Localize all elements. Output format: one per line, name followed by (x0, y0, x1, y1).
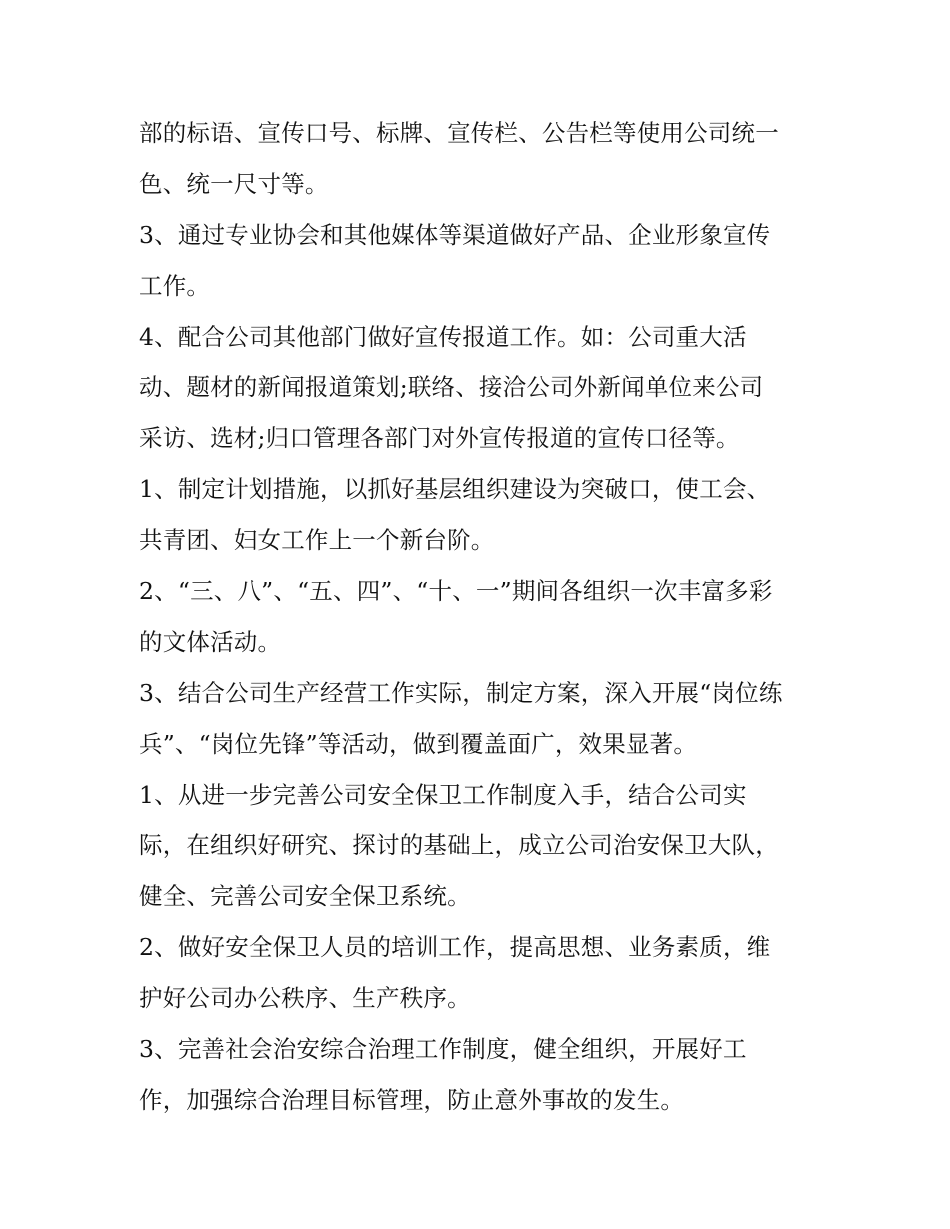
text-line: 的文体活动。 (139, 627, 282, 656)
text-line: 兵”、“岗位先锋”等活动，做到覆盖面广，效果显著。 (139, 729, 698, 758)
text-line: 护好公司办公秩序、生产秩序。 (139, 984, 471, 1013)
text-line: 1、制定计划措施，以抓好基层组织建设为突破口，使工会、 (139, 475, 771, 504)
text-line: 际，在组织好研究、探讨的基础上，成立公司治安保卫大队， (139, 831, 779, 860)
text-line: 4、配合公司其他部门做好宣传报道工作。如：公司重大活 (139, 322, 747, 351)
text-line: 色、统一尺寸等。 (139, 169, 329, 198)
text-line: 1、从进一步完善公司安全保卫工作制度入手，结合公司实 (139, 780, 747, 809)
text-line: 动、题材的新闻报道策划;联络、接洽公司外新闻单位来公司 (139, 373, 764, 402)
text-line: 3、结合公司生产经营工作实际，制定方案，深入开展“岗位练 (139, 678, 783, 707)
text-line: 采访、选材;归口管理各部门对外宣传报道的宣传口径等。 (139, 424, 740, 453)
text-line: 2、做好安全保卫人员的培训工作，提高思想、业务素质，维 (139, 933, 771, 962)
text-line: 部的标语、宣传口号、标牌、宣传栏、公告栏等使用公司统一 (139, 119, 779, 147)
text-line: 共青团、妇女工作上一个新台阶。 (139, 526, 495, 555)
document-body (139, 108, 819, 1126)
text-line: 作，加强综合治理目标管理，防止意外事故的发生。 (139, 1085, 685, 1114)
text-line: 2、“三、八”、“五、四”、“十、一”期间各组织一次丰富多彩 (139, 577, 773, 606)
text-line: 3、完善社会治安综合治理工作制度，健全组织，开展好工 (139, 1035, 747, 1064)
text-line: 健全、完善公司安全保卫系统。 (139, 882, 471, 911)
text-line: 3、通过专业协会和其他媒体等渠道做好产品、企业形象宣传 (139, 220, 771, 249)
text-line: 工作。 (139, 271, 211, 300)
